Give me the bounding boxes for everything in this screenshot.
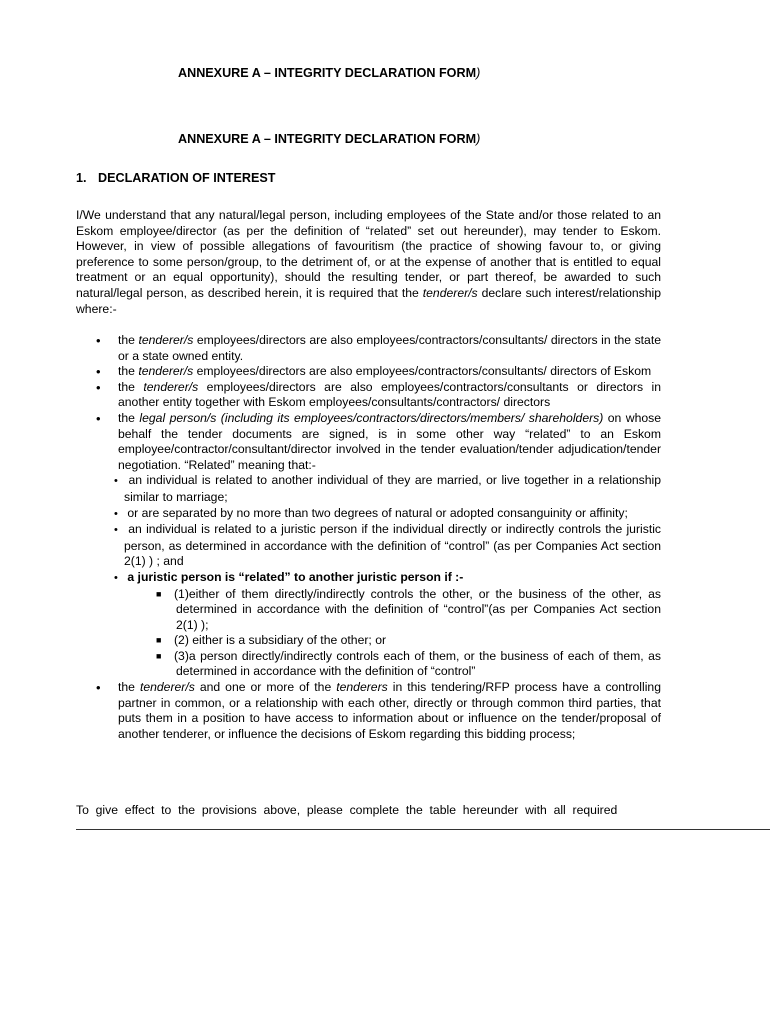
juristic-list [146,587,661,681]
list-item: • the tenderer/s employees/directors are also employees/contractors/consultants/ directors of Eskom [76,364,661,380]
related-sub-list [96,473,661,680]
list-item: • the tenderer/s employees/directors are also employees/contractors/consultants/ directors in the state or a state owned entity. [76,333,661,364]
page-divider [76,829,770,830]
closing-paragraph: To give effect to the provisions above, please complete the table hereunder with all required [76,803,618,817]
page-title: ANNEXURE A – INTEGRITY DECLARATION FORM) [178,66,481,80]
sub-list-item: • a juristic person is “related” to another juristic person if :- ■ (1)either of them directly/indirectly controls the other, or the business of the other, as determined in accordance with the definition of “control”(as per Companies Act section 2(1) ); ■ (2) either is a subsidiary of the other; or ■ (3)a person directly/indirectly controls each of them, or the business of each of them, as determined in accordance with the definition of “control” [114,569,661,679]
intro-italic: tenderer/s [422,285,478,300]
intro-paragraph: I/We understand that any natural/legal person, including employees of the State and/or those related to an Eskom employee/director (as per the definition of “related” set out hereunder), may tender to Eskom. However, in view of possible allegations of favouritism (the practice of showing favour to, or giving preference to some person/group, to the detriment of, or at the expense of another that is entitled to equal treatment or an equal opportunity), should the resulting tender, or part thereof, be awarded to such natural/legal person, as described herein, it is required that the tenderer/s declare such interest/relationship where:- [76,208,661,316]
sub-list-item: • or are separated by no more than two degrees of natural or adopted consanguinity or affinity; [114,505,628,520]
declaration-bullet-list [76,333,661,742]
title-paren: ) [476,66,481,80]
section-title: DECLARATION OF INTEREST [98,171,276,185]
list-item: • the tenderer/s and one or more of the tenderers in this tendering/RFP process have a controlling partner in common, or a relationship with each other, directly or through common third parties, that puts them in a position to have access to information about or influence on the tender/proposal of another tenderer, or influence the decisions of Eskom regarding this bidding process; [76,680,661,742]
page-title-repeat: ANNEXURE A – INTEGRITY DECLARATION FORM) [178,132,481,146]
juristic-item: ■ (3)a person directly/indirectly controls each of them, or the business of each of them, as determined in accordance with the definition of “control” [156,648,661,679]
sub-list-item: • an individual is related to another individual of they are married, or live together in a relationship similar to marriage; [114,473,661,504]
section-number: 1. [76,171,87,185]
juristic-item: ■ (1)either of them directly/indirectly controls the other, or the business of the other, as determined in accordance with the definition of “control”(as per Companies Act section 2(1) ); [156,586,661,632]
section-heading [76,171,275,187]
list-item: • the tenderer/s employees/directors are also employees/contractors/consultants or directors in another entity together with Eskom employees/consultants/contractors/ directors [76,380,661,411]
sub-list-item: • an individual is related to a juristic person if the individual directly or indirectly controls the juristic person, as determined in accordance with the definition of “control” (as per Companies Act section 2(1) ) ; and [114,522,662,569]
title-paren: ) [476,132,481,146]
juristic-heading: a juristic person is “related” to another juristic person if :- [127,569,464,584]
juristic-item: ■ (2) either is a subsidiary of the other; or [156,633,387,648]
list-item: • the legal person/s (including its employees/contractors/directors/members/ shareholders) on whose behalf the tender documents are signed, is in some other way “related” to an Eskom employee/contractor/consultant/director involved in the tender evaluation/tender adjudication/tender negotiation. “Related” meaning that:- • an individual is related to another individual of they are married, or live together in a relationship similar to marriage; • or are separated by no more than two degrees of natural or adopted consanguinity or affinity; • an individual is related to a juristic person if the individual directly or indirectly controls the juristic person, as determined in accordance with the definition of “control” (as per Companies Act section 2(1) ) ; and • a juristic person is “related” to another juristic person if :- ■ (1)either of them directly/indirectly controls the other, or the business of the other, as determined in accordance with the definition of “control”(as per Companies Act section 2(1) ); ■ (2) either is a subsidiary of the other; or ■ (3)a person directly/indirectly controls each of them, or the business of each of them, as determined in accordance with the definition of “control” [76,411,661,680]
